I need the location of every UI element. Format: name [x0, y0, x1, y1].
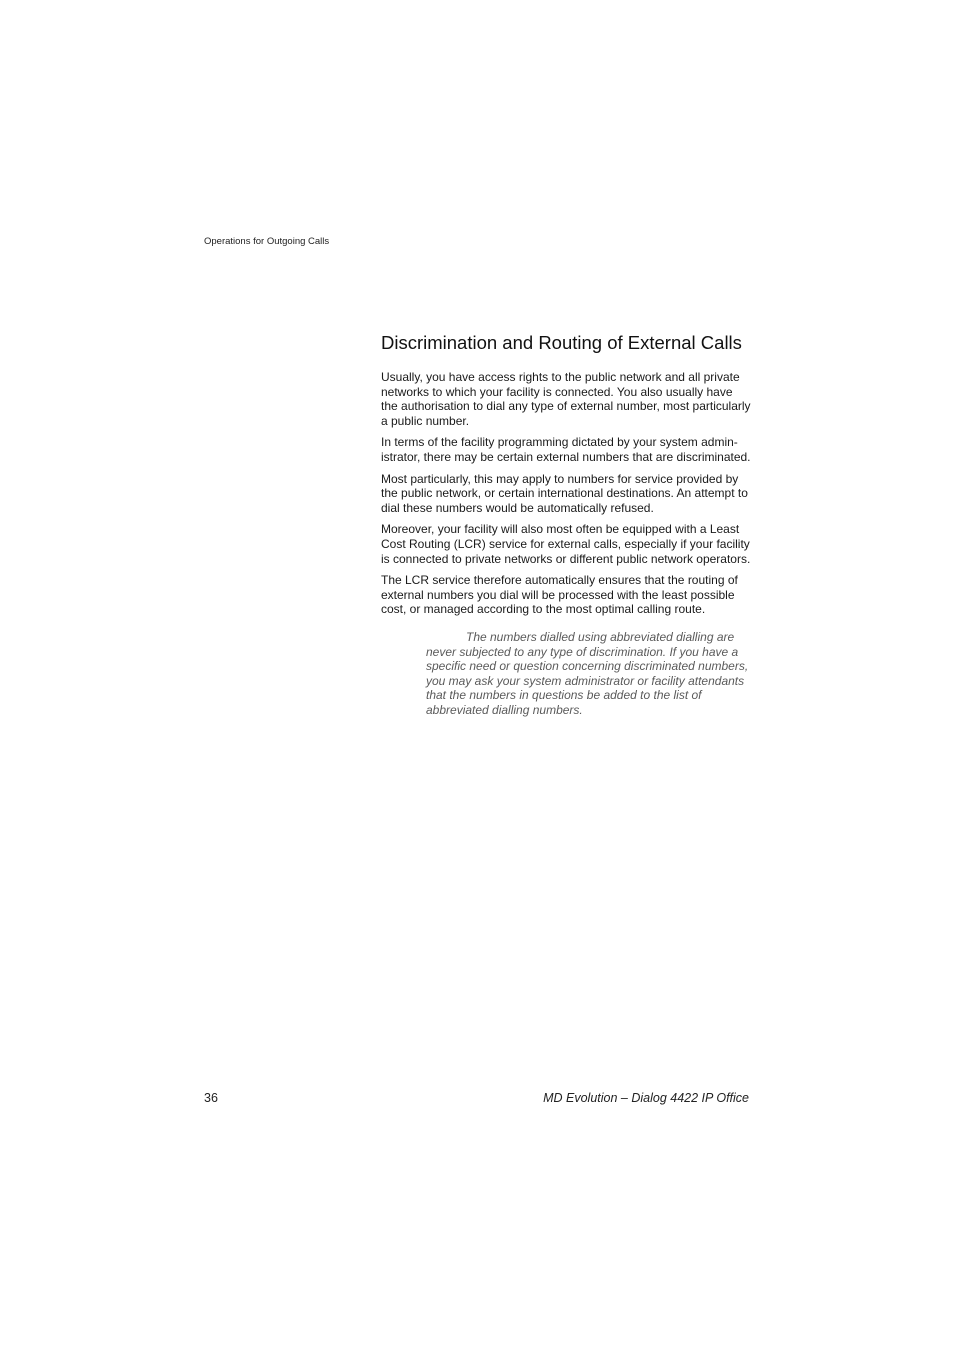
main-content [381, 332, 751, 717]
section-title: Discrimination and Routing of External Calls [381, 332, 742, 353]
paragraph-access-rights: Usually, you have access rights to the public network and all private networks to which your facility is connected. You also usually have the authorisation to dial any type of external number, most particularly a public number. [381, 370, 751, 428]
paragraph-lcr-service: Moreover, your facility will also most often be equipped with a Least Cost Routing (LCR) service for external calls, especially if your facility is connected to private networks or different public network operators. [381, 522, 751, 566]
paragraph-service-numbers: Most particularly, this may apply to numbers for service provided by the public network, or certain international destinations. An attempt to dial these numbers would be automatically refused. [381, 471, 748, 515]
page-number: 36 [204, 1091, 218, 1105]
paragraph-lcr-routing: The LCR service therefore automatically ensures that the routing of external numbers you dial will be processed with the least possible cost, or managed according to the most optimal calling route. [381, 573, 738, 617]
running-header: Operations for Outgoing Calls [204, 236, 330, 247]
paragraph-facility-programming: In terms of the facility programming dictated by your system admin-istrator, there may be certain external numbers that are discriminated. [381, 435, 751, 464]
note-abbreviated-dialling: The numbers dialled using abbreviated dialling are never subjected to any type of discrimination. If you have a specific need or question concerning discriminated numbers, you may ask your system administrator or facility attendants that the numbers in questions be added to the list of abbreviated dialling numbers. [426, 629, 749, 717]
footer-document-title: MD Evolution – Dialog 4422 IP Office [543, 1091, 749, 1105]
